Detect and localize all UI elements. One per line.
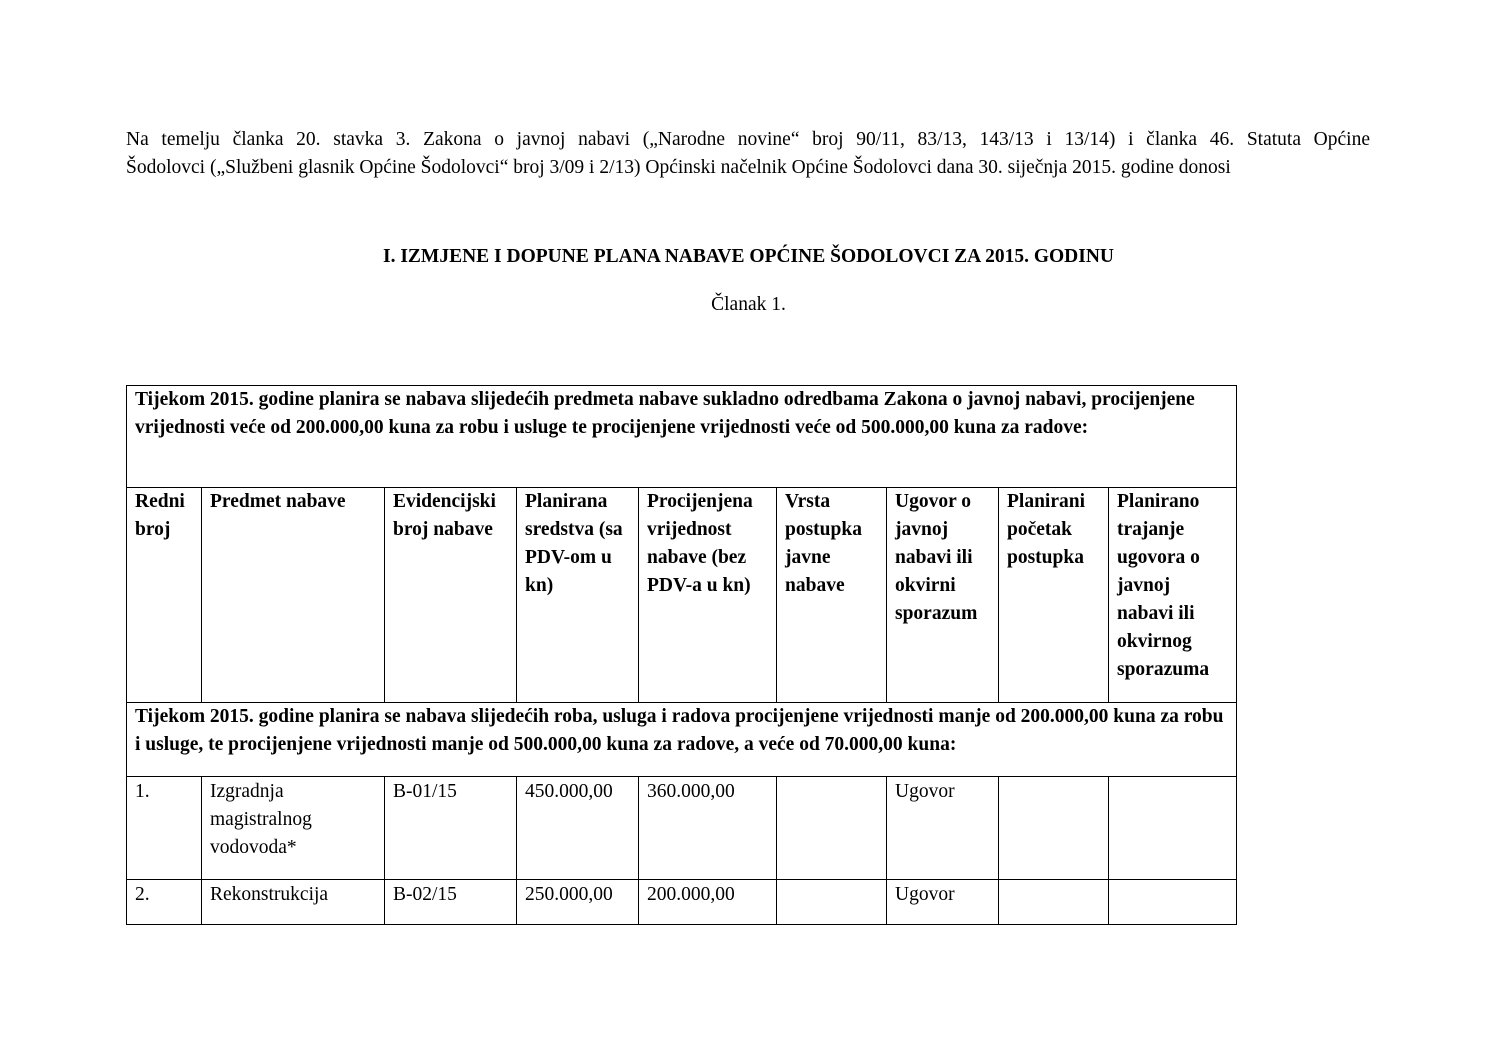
procurement-plan-table — [126, 385, 1237, 925]
header-procijenjena-vrijednost: Procijenjena vrijednost nabave (bez PDV-a u kn) — [639, 488, 777, 703]
header-evidencijski-broj: Evidencijski broj nabave — [385, 488, 517, 703]
table-row — [127, 777, 1237, 880]
table-header-row — [127, 488, 1237, 703]
section-row-large-value — [127, 386, 1237, 488]
section-heading-large-value: Tijekom 2015. godine planira se nabava slijedećih predmeta nabave sukladno odredbama Zakona o javnoj nabavi, procijenjene vrijednosti veće od 200.000,00 kuna za robu i usluge te procijenjene vrijednosti veće od 500.000,00 kuna za radove: — [127, 386, 1237, 488]
table-row — [127, 880, 1237, 925]
cell-vrsta-postupka — [777, 880, 887, 925]
cell-trajanje — [1109, 777, 1237, 880]
header-planirani-pocetak: Planirani početak postupka — [999, 488, 1109, 703]
cell-procijenjena-vrijednost: 200.000,00 — [639, 880, 777, 925]
cell-predmet: Rekonstrukcija — [202, 880, 385, 925]
header-ugovor: Ugovor o javnoj nabavi ili okvirni sporazum — [887, 488, 999, 703]
document-title: I. IZMJENE I DOPUNE PLANA NABAVE OPĆINE ŠODOLOVCI ZA 2015. GODINU — [383, 246, 1114, 267]
cell-redni-broj: 1. — [127, 777, 202, 880]
cell-pocetak — [999, 880, 1109, 925]
article-heading: Članak 1. — [711, 294, 786, 315]
cell-evidencijski-broj: B-01/15 — [385, 777, 517, 880]
header-planirana-sredstva: Planirana sredstva (sa PDV-om u kn) — [517, 488, 639, 703]
header-planirano-trajanje: Planirano trajanje ugovora o javnoj nabavi ili okvirnog sporazuma — [1109, 488, 1237, 703]
intro-line-2: Šodolovci („Službeni glasnik Općine Šodolovci“ broj 3/09 i 2/13) Općinski načelnik Općine Šodolovci dana 30. siječnja 2015. godine donosi — [126, 157, 1231, 178]
section-heading-small-value: Tijekom 2015. godine planira se nabava slijedećih roba, usluga i radova procijenjene vrijednosti manje od 200.000,00 kuna za robu i usluge, te procijenjene vrijednosti manje od 500.000,00 kuna za radove, a veće od 70.000,00 kuna: — [127, 703, 1237, 777]
cell-planirana-sredstva: 250.000,00 — [517, 880, 639, 925]
intro-paragraph — [126, 126, 1370, 182]
cell-predmet: Izgradnja magistralnog vodovoda* — [202, 777, 385, 880]
header-redni-broj: Redni broj — [127, 488, 202, 703]
header-predmet-nabave: Predmet nabave — [202, 488, 385, 703]
cell-pocetak — [999, 777, 1109, 880]
cell-ugovor: Ugovor — [887, 777, 999, 880]
intro-line-1: Na temelju članka 20. stavka 3. Zakona o javnoj nabavi („Narodne novine“ broj 90/11, 83/13, 143/13 i 13/14) i članka 46. Statuta Općine — [126, 129, 1370, 150]
cell-procijenjena-vrijednost: 360.000,00 — [639, 777, 777, 880]
cell-redni-broj: 2. — [127, 880, 202, 925]
cell-planirana-sredstva: 450.000,00 — [517, 777, 639, 880]
section-row-small-value — [127, 703, 1237, 777]
cell-vrsta-postupka — [777, 777, 887, 880]
cell-ugovor: Ugovor — [887, 880, 999, 925]
cell-trajanje — [1109, 880, 1237, 925]
cell-evidencijski-broj: B-02/15 — [385, 880, 517, 925]
header-vrsta-postupka: Vrsta postupka javne nabave — [777, 488, 887, 703]
